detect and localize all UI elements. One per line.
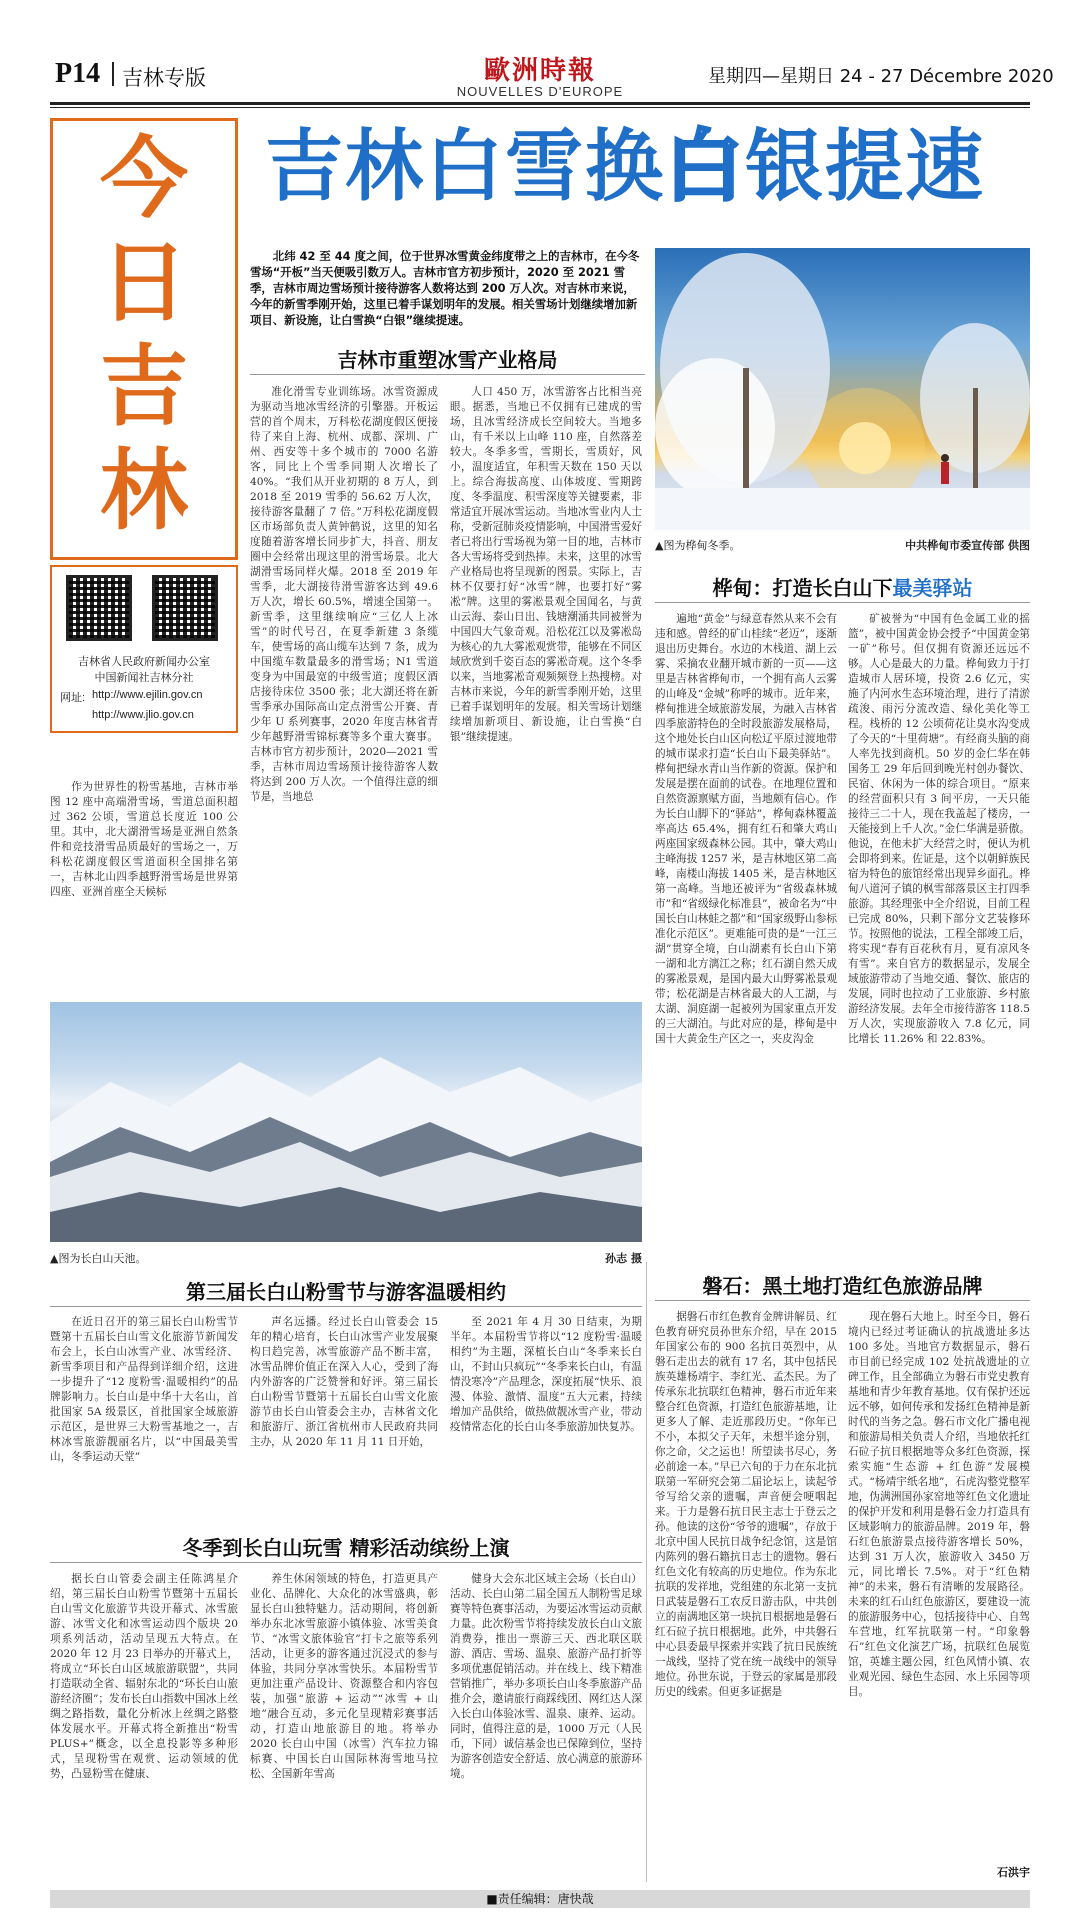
url-link-2[interactable]: http://www.jlio.gov.cn: [92, 709, 194, 721]
article1-column-1-text: 作为世界性的粉雪基地，吉林市举图 12 座中高端滑雪场，雪道总面积超过 362 公顷，雪道总长度近 100 公里。其中，北大湖滑雪场是亚洲自然条件和竞技滑雪品质最好的雪场之一，万科松花湖度假区雪道面积全国排名第一，吉林北山四季越野滑雪场是世界第四座、亚洲首座全天候标: [50, 781, 238, 898]
url-label: 网址:: [60, 692, 86, 704]
sidebar-char-4: 林: [99, 438, 188, 542]
article4-column-1: [50, 1572, 238, 1880]
article3-column-2-text: 声名远播。经过长白山管委会 15 年的精心培育，长白山冰雪产业发展聚构日趋完善，冰雪旅游产品不断丰富，冰雪品牌价值正在深入人心，受到了海内外游客的广泛赞誉和好评。第三届长白山粉雪节暨第十五届长白山雪文化旅游节由长白山管委会主办，吉林省文化和旅游厅、浙江省杭州市人民政府共同主办，从 2020 年 11 月 11 日开始，: [250, 1316, 438, 1448]
article5-column-1: [655, 1310, 837, 1880]
article2-column-2: [848, 612, 1030, 1260]
footer-editor: ■责任编辑：唐快哉: [486, 1892, 594, 1906]
headline-part-3: 银提速: [745, 122, 986, 212]
article5-signature: 石洪宇: [997, 1866, 1030, 1879]
article2-title-blue: 最美驿站: [892, 576, 973, 600]
header-rule: [50, 102, 1030, 105]
org-name-1: 吉林省人民政府新闻办公室: [78, 655, 210, 668]
article3-column-1-text: 在近日召开的第三届长白山粉雪节暨第十五届长白山雪文化旅游节新闻发布会上，长白山冰雪产业、冰雪经济、新雪季项目和产品得到详细介绍，这进一步提升了“12 度粉雪·温暖相约”的品牌影响力。长白山是中华十大名山，首批国家 5A 级景区，首批国家全域旅游示范区，是世界三大粉雪基地之一，吉林冰雪旅游靓丽名片，以“中国最美雪山，冬季运动天堂”: [50, 1316, 238, 1463]
article5-column-2-text: 现在磐石大地上。时至今日，磐石境内已经过考证确认的抗战遗址多达 100 多处。当地官方数据显示，磐石市目前已经完成 102 处抗战遗址的立碑工作，且全部确立为磐石市党史教育基地和青少年教育基地。仅有保护还远远不够，如何传承和发扬红色精神是新时代的当务之急。磐石市文化广播电视和旅游局相关负责人介绍，当地依托红石砬子抗日根据地等众多红色资源，探索实施“生态游 + 红色游”发展模式。“杨靖宇纸名地”，石虎沟整党整军地，伪满洲国孙家窑地等红色文化遗址的保护开发和利用是磐石金力打造具有区域影响力的旅游品牌。2019 年，磐石红色旅游景点接待游客增长 50%，达到 31 万人次，旅游收入 3450 万元，同比增长 7.5%。对于“红色精神”的未来，磐石有清晰的发展路径。未来的红石山红色旅游区，要建设一流的旅游服务中心，包括接待中心、自驾车营地，红军抗联第一村。“印象磐石”红色文化演艺广场，抗联红色展览馆，英雄主题公园，红色风情小镇、农业观光园、绿色生态园、水上乐园等项目。: [848, 1311, 1030, 1698]
photo-changbai-tianchi: [50, 1002, 642, 1242]
section-name: 吉林专版: [122, 66, 206, 90]
header-rule-thin: [50, 107, 1030, 108]
article2-column-1-text: 遍地“黄金”与绿意春然从来不会有违和感。曾经的矿山桂续“老迈”，逐渐退出历史舞台。水边的木栈道、湖上云雾、采摘农业翻开城市新的一页——这里是吉林省桦甸市，一个拥有高人云雾的山峰及“金城”称呼的城市。近年来，桦甸推进全域旅游发展，为融入吉林省四季旅游特色的全时段旅游发展格局，这个地处长白山区向松辽平原过渡地带的城市谋求打造“长白山下最美驿站”。桦甸把绿水青山当作新的资源。保护和发展是摆在面前的试卷。在地理位置和自然资源禀赋方面，当地颇有信心。作为长白山脚下的“驿站”，桦甸森林覆盖率高达 65.4%，拥有红石和肇大鸡山两座国家级森林公园。其中，肇大鸡山主峰海拔 1257 米，是吉林地区第二高峰，南楼山海拔 1405 米，是吉林地区第一高峰。当地还被评为“省级森林城市”和“省级绿化标准县”，被命名为“中国长白山林蛙之都”和“国家级野山参标准化示范区”。更难能可贵的是“一江三湖”贯穿全境，白山湖素有长白山下第一湖和北方漓江之称；红石湖自然天成的雾凇景观，是国内最大山野雾凇景观带；松花湖是吉林省最大的人工湖，与太湖、洞庭湖一起被列为国家重点开发的三大湖泊。与此对应的是，桦甸是中国十大黄金生产区之一，夹皮沟金: [655, 613, 837, 1045]
photo-huadian-winter: [655, 248, 1030, 530]
column-divider: [646, 1262, 647, 1882]
article1-column-2-text: 准化滑雪专业训练场。冰雪资源成为驱动当地冰雪经济的引擎器。开板运营的首个周末，万科松花湖度假区便接待了来自上海、杭州、成都、深圳、广州、西安等十多个城市的 7000 名游客，同比上个雪季同期人次增长了 40%。“我们从开业初期的 8 万人，到 2018 至 2019 雪季的 56.62 万人次，接待游客量翻了 7 倍。”万科松花湖度假区市场部负责人黄钟鹤说，这里的知名度随着游客增长同步扩大，抖音、朋友圈中会经常出现这里的滑雪场景。北大湖滑雪场同样火爆。2018 至 2019 年雪季，北大湖接待滑雪游客达到 49.6 万人次，增长 60.5%，增速全国第一。新雪季，这里继续响应“三亿人上冰雪”的时代号召，在夏季新建 3 条缆车，使雪场的高山缆车达到 7 条，成为中国缆车数量最多的滑雪场；N1 雪道变身为中国最宽的中级雪道；度假区酒店接待床位 3500 张；北大湖还将在新雪季承办国际高山定点滑雪公开赛、青少年 U 系列赛事，2020 年度吉林省青少年越野滑雪锦标赛等多个重大赛事。吉林市官方初步预计，2020—2021 雪季，吉林市周边雪场预计接待游客人数将达到 200 万人次。一个值得注意的细节是，当地总: [250, 386, 438, 803]
photo2-credit: 孙志 摄: [605, 1252, 642, 1265]
article2-rule: [655, 602, 1030, 603]
article4-column-3-text: 健身大会东北区域主会场（长白山）活动、长白山第二届全国五人制粉雪足球赛等特色赛事活动，为要运冰雪运动贡献力量。此次粉雪节将持续发放长白山文旅消费券，推出一票游三天、西北联区联游、酒店、雪场、温泉、旅游产品打折等多项优惠促销活动。并在线上、线下精准营销推广，举办多项长白山冬季旅游产品推介会，邀请旅行商踩线团、网红达人深入长白山体验冰雪、温泉、康养、运动。同时，值得注意的是，1000 万元（人民币，下同）诚信基金也已保障到位，坚持为游客创造安全舒适、放心满意的旅游环境。: [450, 1573, 642, 1780]
photo-changbai-art: [50, 1002, 642, 1242]
article3-column-2: [250, 1315, 438, 1520]
article1-title: 吉林市重塑冰雪产业格局: [337, 348, 558, 372]
photo1-credit: 中共桦甸市委宣传部 供图: [905, 539, 1030, 552]
article4-title: 冬季到长白山玩雪 精彩活动缤纷上演: [182, 1536, 510, 1560]
newspaper-logo: 歐洲時報: [483, 56, 596, 86]
main-headline: [265, 122, 985, 212]
article1-column-3-text: 人口 450 万，冰雪游客占比相当亮眼。据悉，当地已不仅拥有已建成的雪场，且冰雪经济成长空间较大。当地多山，有千米以上山峰 110 座，自然落差较大。冬季多雪，雪期长，雪质好，风小，温度适宜，年积雪天数在 150 天以上。综合海拔高度、山体坡度、雪期跨度、冬季温度、积雪深度等关键要素，非常适宜开展冰雪运动。当地冰雪业内人士称，受新冠肺炎疫情影响，中国滑雪爱好者已将出行雪场视为第一目的地，吉林市各大雪场将受到热捧。未来，这里的冰雪产业格局也将呈现新的图景。实际上，吉林不仅要打好“冰雪”牌，也要打好“雾凇”牌。这里的雾凇景观全国闻名，与黄山云海、泰山日出、钱塘潮涌共同被誉为中国四大气象奇观。沿松花江以及雾凇岛为核心的九大雾凇观赏带，能够在不同区域欣赏到千姿百态的雾凇奇观。这个冬季以来，当地雾凇奇观频频登上热搜榜。对吉林市来说，今年的新雪季刚开始，这里已着手谋划明年的发展。相关雪场计划继续增加新项目、新设施，让白雪换“白银”继续提速。: [450, 386, 642, 743]
article2-column-1: [655, 612, 837, 1260]
article2-column-2-text: 矿被誉为“中国有色金属工业的摇篮”，被中国黄金协会授予“中国黄金第一矿”称号。但仅拥有资源还远远不够。人心是最大的力量。桦甸致力于打造城市人居环境，投资 2.6 亿元，实施了内河水生态环境治理，进行了清淤疏浚、雨污分流改造、绿化美化等工程。栈桥的 12 公顷荷花让臭水沟变成了今天的“十里荷塘”。有经商头脑的商人率先找到商机。50 岁的金仁华在韩国务工 29 年后回到晚光村创办餐饮、民宿、休闲为一体的综合项目。“原来的经营面积只有 3 间平房，一天只能接待三二十人，现在我盖起了楼房，一天能接到上千人次。”金仁华满是骄傲。他说，在他未扩大经营之时，便认为机会即将到来。佐证是，这个以朝鲜族民宿为特色的旅馆经常出现异乡面孔。桦甸八道河子镇的枫雪部落景区主打四季旅游。其经理张中全介绍说，目前工程已完成 80%，只剩下部分文艺装修环节。按照他的说法，工程全部竣工后，将实现“春有百花秋有月，夏有凉风冬有雪”。来自官方的数据显示，发展全域旅游带动了当地交通、餐饮、旅店的发展，同时也拉动了工业旅游、乡村旅游经济发展。去年全市接待游客 118.5 万人次，实现旅游收入 7.8 亿元，同比增长 11.26% 和 22.83%。: [848, 613, 1030, 1045]
article4-column-2-text: 养生休闲领域的特色，打造更具产业化、品牌化、大众化的冰雪盛典，彰显长白山独特魅力。活动期间，将创新举办东北冰雪旅游小镇体验、冰雪美食节、“冰雪文旅体验官”打卡之旅等系列活动，让更多的游客通过沉浸式的参与体验，共同分享冰雪快乐。本届粉雪节更加注重产品设计、资源整合和内容包装，加强“旅游 + 运动”“冰雪 + 山地”融合互动，多元化呈现精彩赛事活动，打造山地旅游目的地。将举办 2020 长白山中国（冰雪）汽车拉力锦标赛、中国长白山国际林海雪地马拉松、全国新年雪高: [250, 1573, 438, 1780]
article5-rule: [655, 1300, 1030, 1301]
photo2-caption: ▲图为长白山天池。: [50, 1252, 147, 1265]
headline-part-2: 白: [665, 122, 746, 212]
photo-huadian-art: [655, 248, 1030, 530]
article2-title-black: 桦甸：打造长白山下: [712, 576, 893, 600]
article1-column-1: [50, 780, 238, 990]
article4-column-2: [250, 1572, 438, 1880]
article4-rule: [50, 1562, 642, 1563]
header-divider: [112, 62, 114, 86]
article4-column-3: [450, 1572, 642, 1880]
org-name-2: 中国新闻社吉林分社: [94, 671, 194, 684]
article3-rule: [50, 1306, 642, 1307]
article3-title: 第三届长白山粉雪节与游客温暖相约: [186, 1280, 506, 1304]
article3-column-3-text: 至 2021 年 4 月 30 日结束，为期半年。本届粉雪节将以“12 度粉雪·温暖相约”为主题，深植长白山“冬季来长白山，不封山只疯玩”“冬季来长白山，有温情没寒冷”产品理念，深度拓展“快乐、浪漫、体验、激情、温度”五大元素，持续增加产品供给，做热做靓冰雪产业，带动疫情常态化的长白山冬季旅游加快复苏。: [450, 1316, 642, 1433]
article1-column-2: [250, 385, 438, 990]
article3-column-1: [50, 1315, 238, 1520]
article5-title: 磐石：黑土地打造红色旅游品牌: [702, 1274, 983, 1298]
sidebar-char-2: 日: [99, 230, 188, 334]
sidebar-char-3: 吉: [99, 334, 188, 438]
article1-column-3: [450, 385, 642, 990]
headline-part-1: 吉林白雪换: [265, 122, 666, 212]
lead-paragraph: 北纬 42 至 44 度之间，位于世界冰雪黄金纬度带之上的吉林市，在今冬雪场“开板”当天便吸引数万人。吉林市官方初步预计，2020 至 2021 雪季，吉林市周边雪场预计接待游客人数将达到 200 万人次。对吉林市来说，今年的新雪季刚开始，这里已着手谋划明年的发展。相关雪场计划继续增加新项目、新设施，让白雪换“白银”继续提速。: [250, 249, 640, 327]
article4-column-1-text: 据长白山管委会副主任陈鸿星介绍，第三届长白山粉雪节暨第十五届长白山雪文化旅游节共设开幕式、冰雪旅游、冰雪文化和冰雪运动四个版块 20 项系列活动，活动呈现五大特点。在 2020 年 12 月 23 日举办的开幕式上，将成立“环长白山区域旅游联盟”，共同打造联动全省、辐射东北的“环长白山旅游经济圈”；发布长白山指数中国冰上丝绸之路指数，量化分析冰上丝绸之路整体发展水平。开幕式将全新推出“粉雪 PLUS+”概念，以全息投影等多种形式，呈现粉雪在观赏、运动领域的优势，凸显粉雪在健康、: [50, 1573, 238, 1780]
article1-rule: [250, 374, 645, 375]
qr-code-1[interactable]: [66, 575, 132, 641]
article2-title: [655, 572, 1030, 601]
photo1-caption: ▲图为桦甸冬季。: [655, 539, 741, 552]
issue-date: 星期四—星期日 24 - 27 Décembre 2020: [708, 66, 1054, 87]
url-link-1[interactable]: http://www.ejilin.gov.cn: [92, 689, 203, 701]
article5-column-2: [848, 1310, 1030, 1862]
sidebar-char-1: 今: [99, 126, 188, 230]
article3-column-3: [450, 1315, 642, 1520]
newspaper-logo-french: NOUVELLES D'EUROPE: [456, 84, 624, 99]
qr-code-2[interactable]: [152, 575, 218, 641]
page-number: P14: [55, 58, 101, 89]
article5-column-1-text: 据磐石市红色教育金牌讲解员、红色教育研究员孙世东介绍，早在 2015 年国家公布的 900 名抗日英烈中，从磐石走出去的就有 17 名，其中包括民族英雄杨靖宇、李红光、孟杰民。为了传承东北抗联红色精神，磐石市近年来整合红色资源，打造红色旅游基地，让更多人了解、走近那段历史。“你年已不小，本拟父子天年，未想半途分别，你之命，父之运也！所望读书尽心，务必前途一本。”早已六旬的于力在东北抗联第一军研究会第二届论坛上，读起爷爷写给父亲的遗嘱，声音便会哽咽起来。于力是磐石抗日民主志士于登云之孙。他读的这份“爷爷的遗嘱”，存放于北京中国人民抗日战争纪念馆，这是馆内陈列的磐石籍抗日志士的遗物。磐石红色文化有较高的历史地位。作为东北抗联的发祥地，党组建的东北第一支抗日武装是磐石工农反日游击队，中共创立的南满地区第一块抗日根据地是磐石红石砬子抗日根据地。此外，中共磐石中心县委最早探索并实践了抗日民族统一战线，坚持了党在统一战线中的领导地位。孙世东说，于登云的家属是那段历史的线索。但更多证据是: [655, 1311, 837, 1698]
contact-box: [50, 565, 238, 733]
